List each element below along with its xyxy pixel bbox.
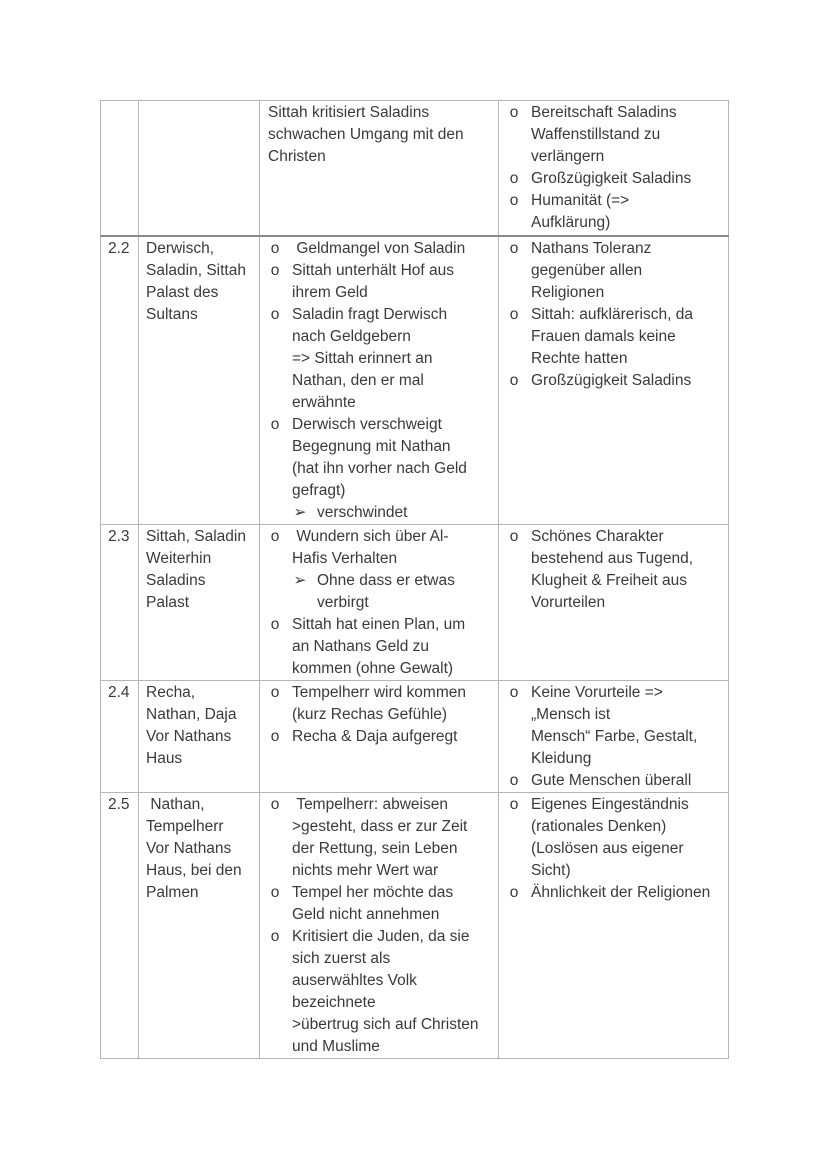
circle-bullet-icon: o <box>270 927 280 945</box>
list-item: o Kritisiert die Juden, da sie sich zuerst als auserwähltes Volk bezeichnete >übertrug sich auf Christen und Muslime <box>268 926 494 1058</box>
circle-bullet-icon: o <box>270 683 280 701</box>
table-row <box>101 524 729 680</box>
sub-list-item: ➢ verschwindet <box>292 502 494 524</box>
list-item: o Sittah unterhält Hof aus ihrem Geld <box>268 260 494 304</box>
list-item: o Recha & Daja aufgeregt <box>268 726 494 748</box>
list-item: o Sittah: aufklärerisch, da Frauen damals keine Rechte hatten <box>507 304 724 370</box>
list-item: o Ähnlichkeit der Religionen <box>507 882 724 904</box>
list-item: o Humanität (=> Aufklärung) <box>507 190 724 234</box>
scene-number-cell: 2.4 <box>101 680 139 792</box>
scene-number-cell: 2.2 <box>101 236 139 525</box>
list-item: o Gute Menschen überall <box>507 770 724 792</box>
list-item: o Tempelherr wird kommen (kurz Rechas Gefühle) <box>268 682 494 726</box>
theme-list <box>507 682 724 792</box>
circle-bullet-icon: o <box>270 415 280 433</box>
scene-number-cell: 2.3 <box>101 524 139 680</box>
list-item: o Schönes Charakter bestehend aus Tugend, Klugheit & Freiheit aus Vorurteilen <box>507 526 724 614</box>
theme-list <box>507 238 724 392</box>
themes-cell <box>499 524 729 680</box>
circle-bullet-icon: o <box>270 795 280 813</box>
table-row <box>101 792 729 1058</box>
scene-number-cell: 2.5 <box>101 792 139 1058</box>
themes-cell <box>499 101 729 236</box>
circle-bullet-icon: o <box>509 305 519 323</box>
arrow-bullet-icon: ➢ <box>293 571 307 589</box>
circle-bullet-icon: o <box>270 261 280 279</box>
scene-table <box>100 100 729 1059</box>
content-cell <box>260 101 499 236</box>
list-item: o Wundern sich über Al- Hafis Verhalten ➢ Ohne dass er etwas verbirgt <box>268 526 494 614</box>
circle-bullet-icon: o <box>509 527 519 545</box>
characters-place-cell <box>139 101 260 236</box>
scene-number-cell <box>101 101 139 236</box>
list-item: o Tempel her möchte das Geld nicht annehmen <box>268 882 494 926</box>
content-cell <box>260 680 499 792</box>
themes-cell <box>499 792 729 1058</box>
characters-place-cell: Derwisch, Saladin, Sittah Palast des Sultans <box>139 236 260 525</box>
content-cell <box>260 792 499 1058</box>
circle-bullet-icon: o <box>509 192 519 209</box>
characters-place-cell: Recha, Nathan, Daja Vor Nathans Haus <box>139 680 260 792</box>
table-row <box>101 101 729 236</box>
circle-bullet-icon: o <box>270 615 280 633</box>
content-list <box>268 238 494 524</box>
theme-list <box>507 794 724 904</box>
content-list <box>268 794 494 1058</box>
list-item: o Eigenes Eingeständnis (rationales Denken) (Loslösen aus eigener Sicht) <box>507 794 724 882</box>
table-row <box>101 236 729 525</box>
list-item: o Tempelherr: abweisen >gesteht, dass er zur Zeit der Rettung, sein Leben nichts mehr Wert war <box>268 794 494 882</box>
circle-bullet-icon: o <box>270 727 280 745</box>
circle-bullet-icon: o <box>509 371 519 389</box>
circle-bullet-icon: o <box>270 527 280 545</box>
circle-bullet-icon: o <box>509 883 519 901</box>
content-list <box>268 526 494 680</box>
circle-bullet-icon: o <box>270 883 280 901</box>
content-list <box>268 682 494 748</box>
themes-cell <box>499 236 729 525</box>
sub-list-item: ➢ Ohne dass er etwas verbirgt <box>293 571 455 611</box>
circle-bullet-icon: o <box>509 239 519 257</box>
circle-bullet-icon: o <box>509 795 519 813</box>
characters-place-cell: Sittah, Saladin Weiterhin Saladins Palast <box>139 524 260 680</box>
circle-bullet-icon: o <box>509 104 519 121</box>
characters-place-cell: Nathan, Tempelherr Vor Nathans Haus, bei den Palmen <box>139 792 260 1058</box>
list-item: o Geldmangel von Saladin <box>268 238 494 260</box>
table-row <box>101 680 729 792</box>
list-item: o Sittah hat einen Plan, um an Nathans Geld zu kommen (ohne Gewalt) <box>268 614 494 680</box>
themes-cell <box>499 680 729 792</box>
list-item: o Keine Vorurteile => „Mensch ist Mensch“ Farbe, Gestalt, Kleidung <box>507 682 724 770</box>
circle-bullet-icon: o <box>509 771 519 789</box>
list-item: o Saladin fragt Derwisch nach Geldgebern => Sittah erinnert an Nathan, den er mal erwähnte <box>268 304 494 414</box>
list-item: o Bereitschaft Saladins Waffenstillstand zu verlängern <box>507 102 724 168</box>
list-item: o Nathans Toleranz gegenüber allen Religionen <box>507 238 724 304</box>
circle-bullet-icon: o <box>270 239 280 257</box>
arrow-bullet-icon: ➢ <box>293 503 307 521</box>
circle-bullet-icon: o <box>509 170 519 187</box>
list-item: o Derwisch verschweigt Begegnung mit Nathan (hat ihn vorher nach Geld gefragt) ➢ verschwindet <box>268 414 494 524</box>
theme-list <box>507 526 724 614</box>
circle-bullet-icon: o <box>270 305 280 323</box>
list-item: o Großzügigkeit Saladins <box>507 370 724 392</box>
content-cell <box>260 236 499 525</box>
circle-bullet-icon: o <box>509 683 519 701</box>
theme-list <box>507 102 724 234</box>
content-cell <box>260 524 499 680</box>
list-item: o Großzügigkeit Saladins <box>507 168 724 190</box>
content-text: Sittah kritisiert Saladins schwachen Umgang mit den Christen <box>268 104 464 165</box>
scene-table-body <box>101 101 729 1059</box>
